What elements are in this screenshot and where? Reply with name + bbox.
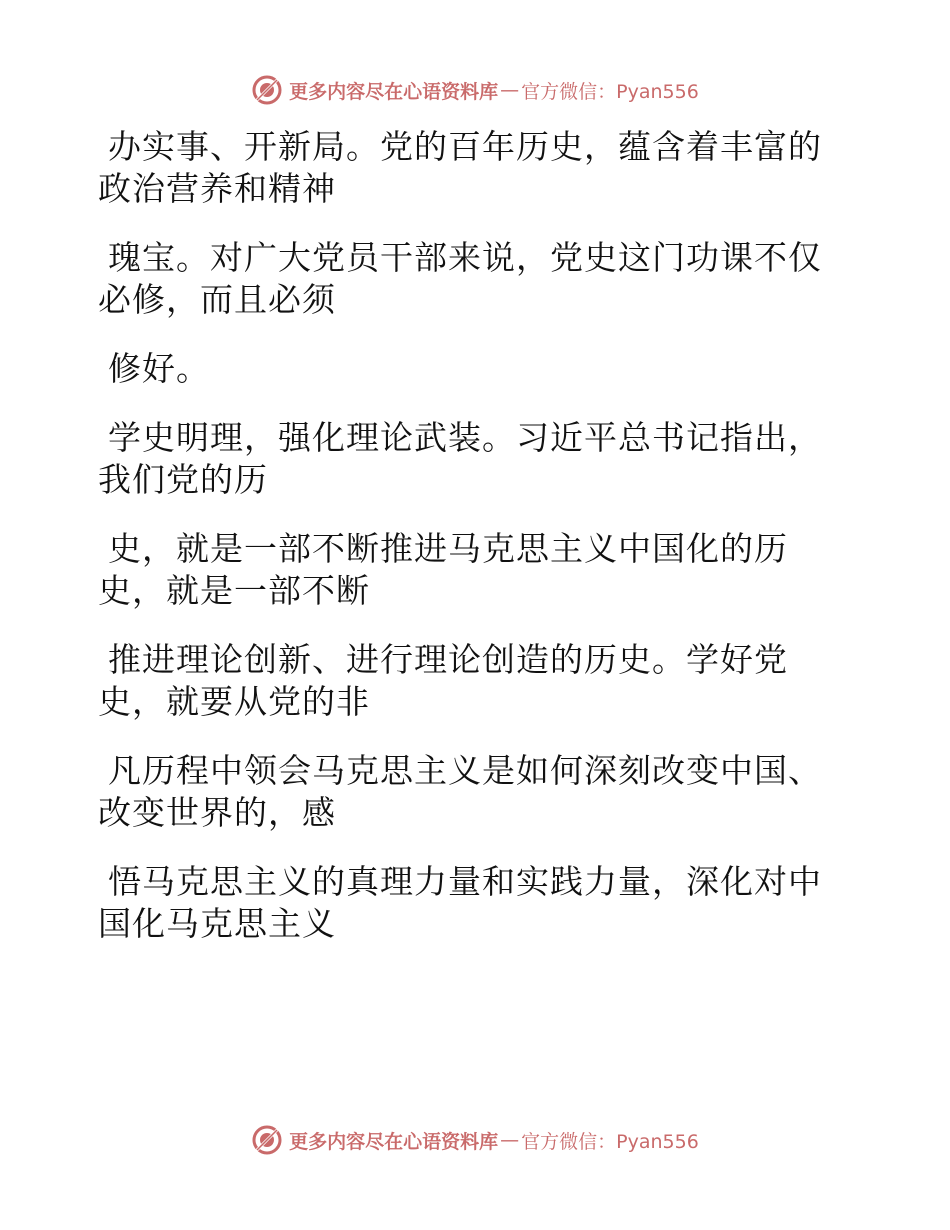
header-banner xyxy=(0,70,950,110)
paragraph xyxy=(98,861,858,945)
paragraph xyxy=(98,417,858,501)
paragraph-line: 推进理论创新、进行理论创造的历史。学好党 xyxy=(108,640,788,679)
document-body xyxy=(98,126,858,972)
footer-wechat: 官方微信：Pyan556 xyxy=(521,1130,699,1153)
paragraph xyxy=(98,126,858,210)
paragraph-line: 政治营养和精神 xyxy=(98,169,336,208)
paragraph xyxy=(98,750,858,834)
paragraph-line: 修好。 xyxy=(108,349,210,388)
quill-logo-icon xyxy=(251,74,283,106)
paragraph xyxy=(98,639,858,723)
paragraph-line: 改变世界的，感 xyxy=(98,793,336,832)
header-site-name: 更多内容尽在心语资料库 xyxy=(289,80,499,103)
paragraph xyxy=(98,237,858,321)
paragraph-line: 凡历程中领会马克思主义是如何深刻改变中国、 xyxy=(108,751,822,790)
quill-logo-icon xyxy=(251,1124,283,1156)
paragraph-line: 办实事、开新局。党的百年历史，蕴含着丰富的 xyxy=(108,127,822,166)
footer-separator: — xyxy=(500,1129,520,1151)
paragraph-line: 史，就要从党的非 xyxy=(98,682,370,721)
paragraph-line: 瑰宝。对广大党员干部来说，党史这门功课不仅 xyxy=(108,238,822,277)
paragraph-line: 悟马克思主义的真理力量和实践力量，深化对中 xyxy=(108,862,822,901)
footer-banner xyxy=(0,1120,950,1160)
paragraph xyxy=(98,348,858,390)
footer-site-name: 更多内容尽在心语资料库 xyxy=(289,1130,499,1153)
paragraph xyxy=(98,528,858,612)
header-separator: — xyxy=(500,79,520,101)
paragraph-line: 国化马克思主义 xyxy=(98,904,336,943)
header-wechat: 官方微信：Pyan556 xyxy=(521,80,699,103)
paragraph-line: 我们党的历 xyxy=(98,460,268,499)
paragraph-line: 史，就是一部不断 xyxy=(98,571,370,610)
paragraph-line: 必修，而且必须 xyxy=(98,280,336,319)
paragraph-line: 史，就是一部不断推进马克思主义中国化的历 xyxy=(108,529,788,568)
paragraph-line: 学史明理，强化理论武装。习近平总书记指出， xyxy=(108,418,822,457)
